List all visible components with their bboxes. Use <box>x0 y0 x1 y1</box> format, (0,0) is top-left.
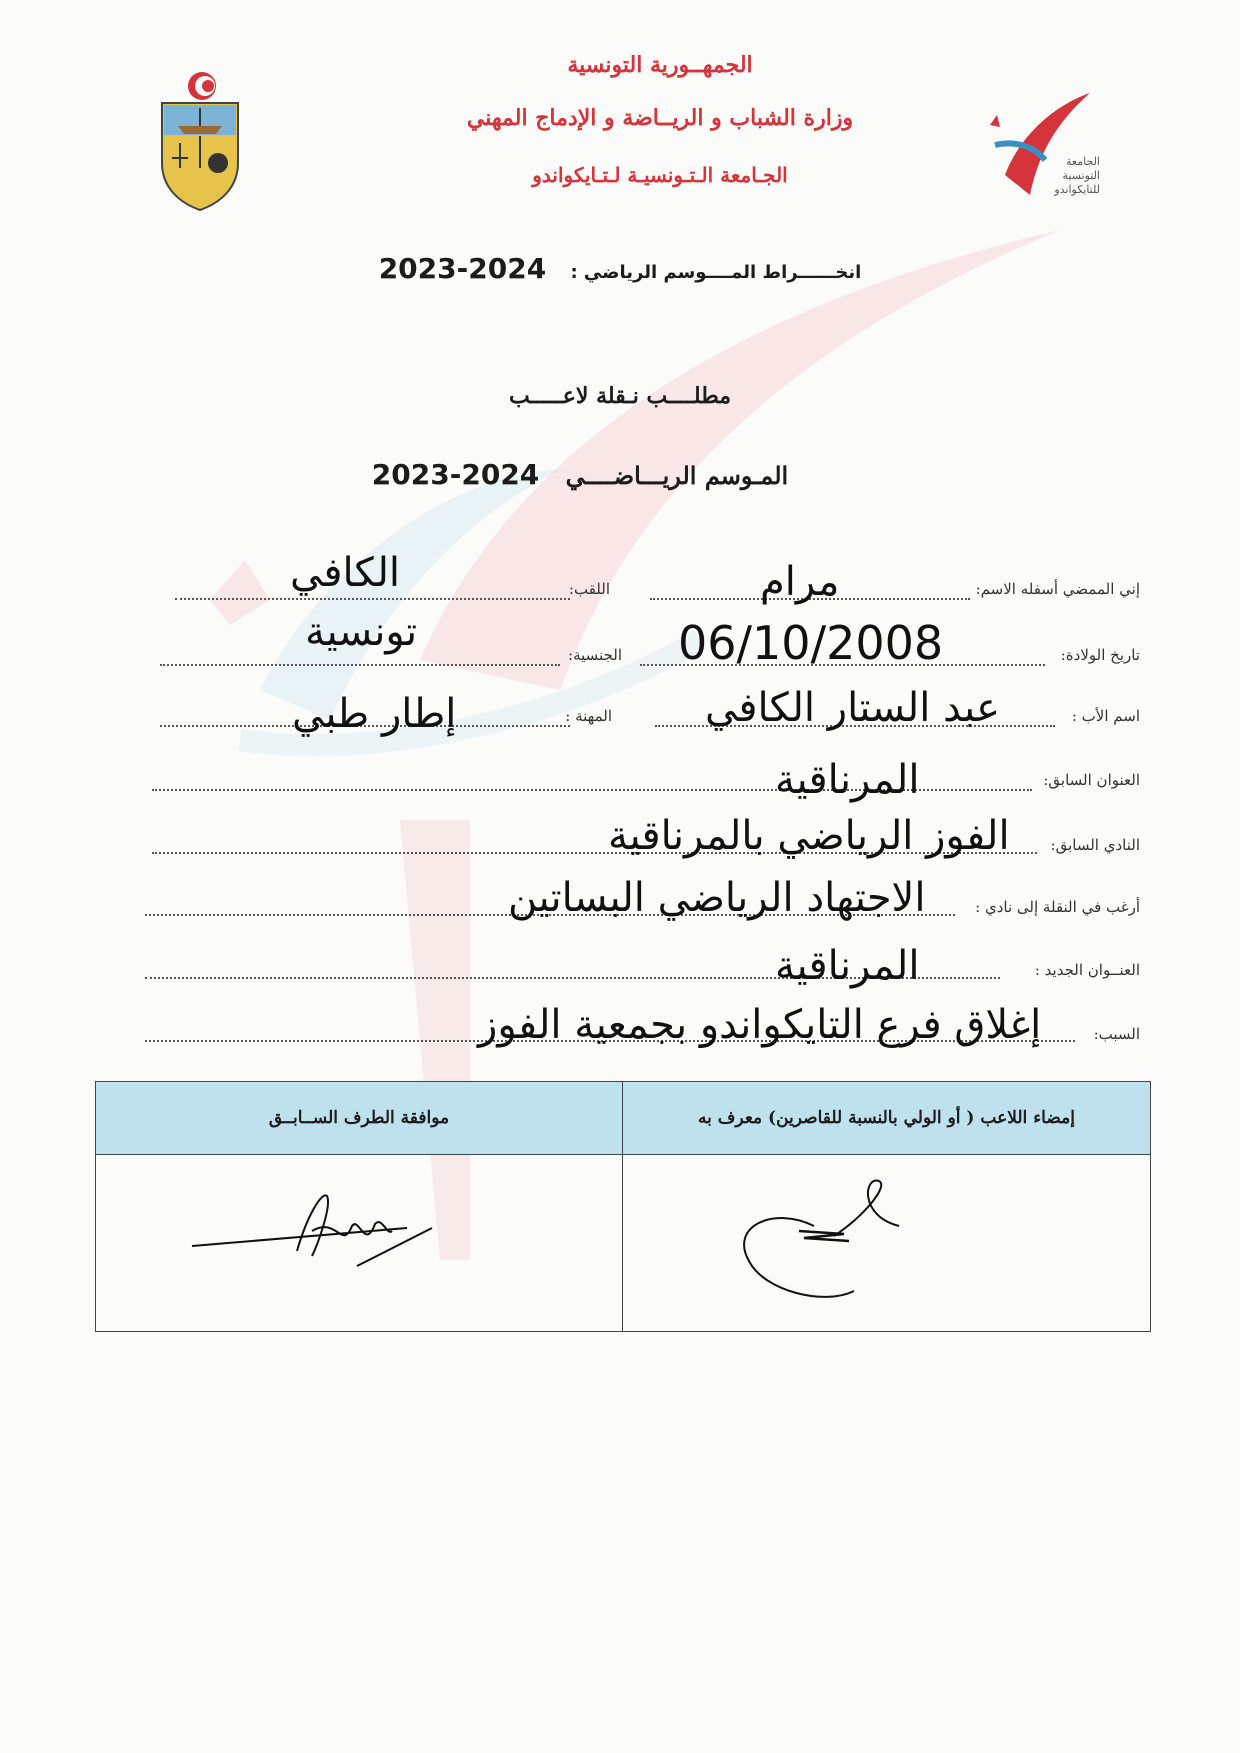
transfer-club-value: الاجتهاد الرياضي البساتين <box>508 875 926 921</box>
previous-party-signature-cell <box>96 1155 623 1332</box>
affiliation-line <box>360 252 880 285</box>
affiliation-season: 2024-2023 <box>378 252 547 285</box>
player-signature-cell <box>623 1155 1151 1332</box>
republic-title: الجمهــورية التونسية <box>567 52 753 78</box>
father-name-label: اسم الأب : <box>1071 707 1140 725</box>
job-value: إطار طبي <box>292 691 457 737</box>
affiliation-label: انخــــــراط المــــوسم الرياضي : <box>570 262 862 283</box>
surname-dotted-line <box>175 598 570 600</box>
birth-value: 06/10/2008 <box>678 616 944 670</box>
reason-label: السبب: <box>1093 1025 1140 1043</box>
previous-party-signature-icon <box>97 1156 621 1326</box>
tunisia-coat-of-arms-icon <box>150 68 250 213</box>
federation-title: الجـامعة الـتـونسيـة لـتـايكواندو <box>532 163 788 187</box>
transfer-club-label: أرغب في النقلة إلى نادي : <box>975 898 1140 916</box>
federation-logo-text: الجامعة التونسية للتايكواندو <box>1054 155 1100 196</box>
new-address-label: العنــوان الجديد : <box>1034 961 1140 979</box>
season-line <box>370 458 790 491</box>
request-title: مطلــــب نـقلة لاعـــــب <box>508 383 732 409</box>
name-label: إني الممضي أسفله الاسم: <box>975 580 1140 598</box>
ministry-title: وزارة الشباب و الريــاضة و الإدماج المهني <box>466 105 854 131</box>
season-value: 2024-2023 <box>371 458 540 491</box>
season-label: المـوسم الريـــاضــــي <box>565 461 789 490</box>
previous-club-label: النادي السابق: <box>1050 836 1140 854</box>
job-label: المهنة : <box>565 707 612 725</box>
father-name-value: عبد الستار الكافي <box>705 685 1000 731</box>
previous-party-approval-header: موافقة الطرف الســابــق <box>96 1082 623 1155</box>
surname-value: الكافي <box>290 550 401 596</box>
player-signature-header: إمضاء اللاعب ( أو الولي بالنسبة للقاصرين) معرف به <box>623 1082 1151 1155</box>
signature-table <box>95 1081 1151 1332</box>
name-value: مرام <box>760 559 840 605</box>
previous-address-label: العنوان السابق: <box>1043 771 1140 789</box>
surname-label: اللقب: <box>568 580 610 598</box>
player-signature-icon <box>624 1156 1149 1326</box>
nationality-dotted-line <box>160 664 560 666</box>
birth-label: تاريخ الولادة: <box>1060 646 1140 664</box>
previous-address-value: المرناقية <box>775 757 920 803</box>
reason-value: إغلاق فرع التايكواندو بجمعية الفوز <box>478 1002 1042 1048</box>
nationality-label: الجنسية: <box>568 646 622 664</box>
nationality-value: تونسية <box>305 609 418 655</box>
previous-club-value: الفوز الرياضي بالمرناقية <box>608 813 1010 859</box>
new-address-value: المرناقية <box>775 943 920 989</box>
